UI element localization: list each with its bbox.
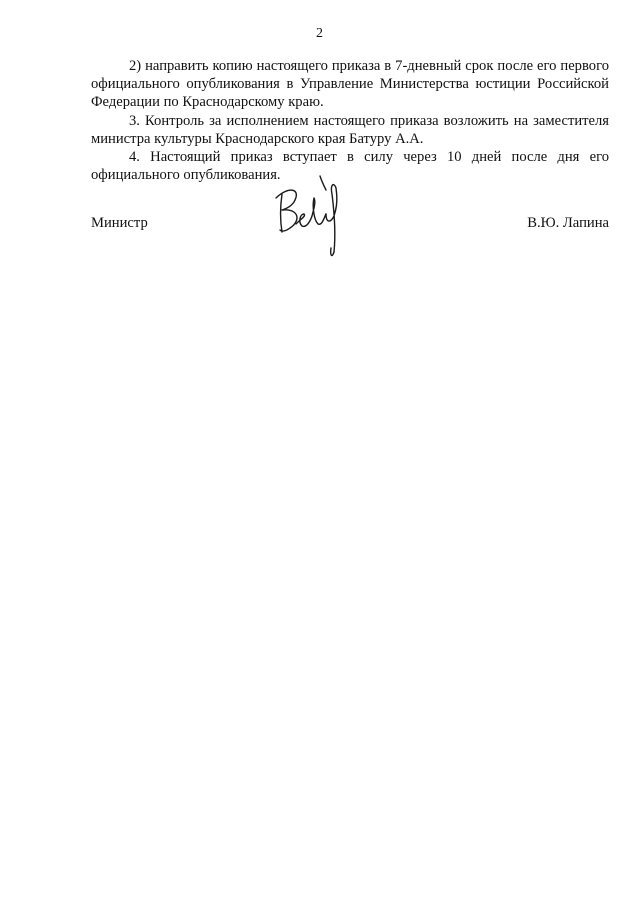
signature-block xyxy=(91,214,609,234)
page-number: 2 xyxy=(316,26,323,41)
document-body xyxy=(91,57,609,184)
paragraph-item-2: 2) направить копию настоящего приказа в 7-дневный срок после его первого официального опубликования в Управление Министерства юстиции Российской Федерации по Краснодарскому краю. xyxy=(91,58,609,111)
paragraph-item-3: 3. Контроль за исполнением настоящего приказа возложить на заместителя министра культуры Краснодарского края Батуру А.А. xyxy=(91,112,609,147)
signatory-name: В.Ю. Лапина xyxy=(527,215,609,231)
signatory-title: Министр xyxy=(91,215,148,231)
paragraph-item-4: 4. Настоящий приказ вступает в силу через 10 дней после дня его официального опубликования. xyxy=(91,149,609,184)
